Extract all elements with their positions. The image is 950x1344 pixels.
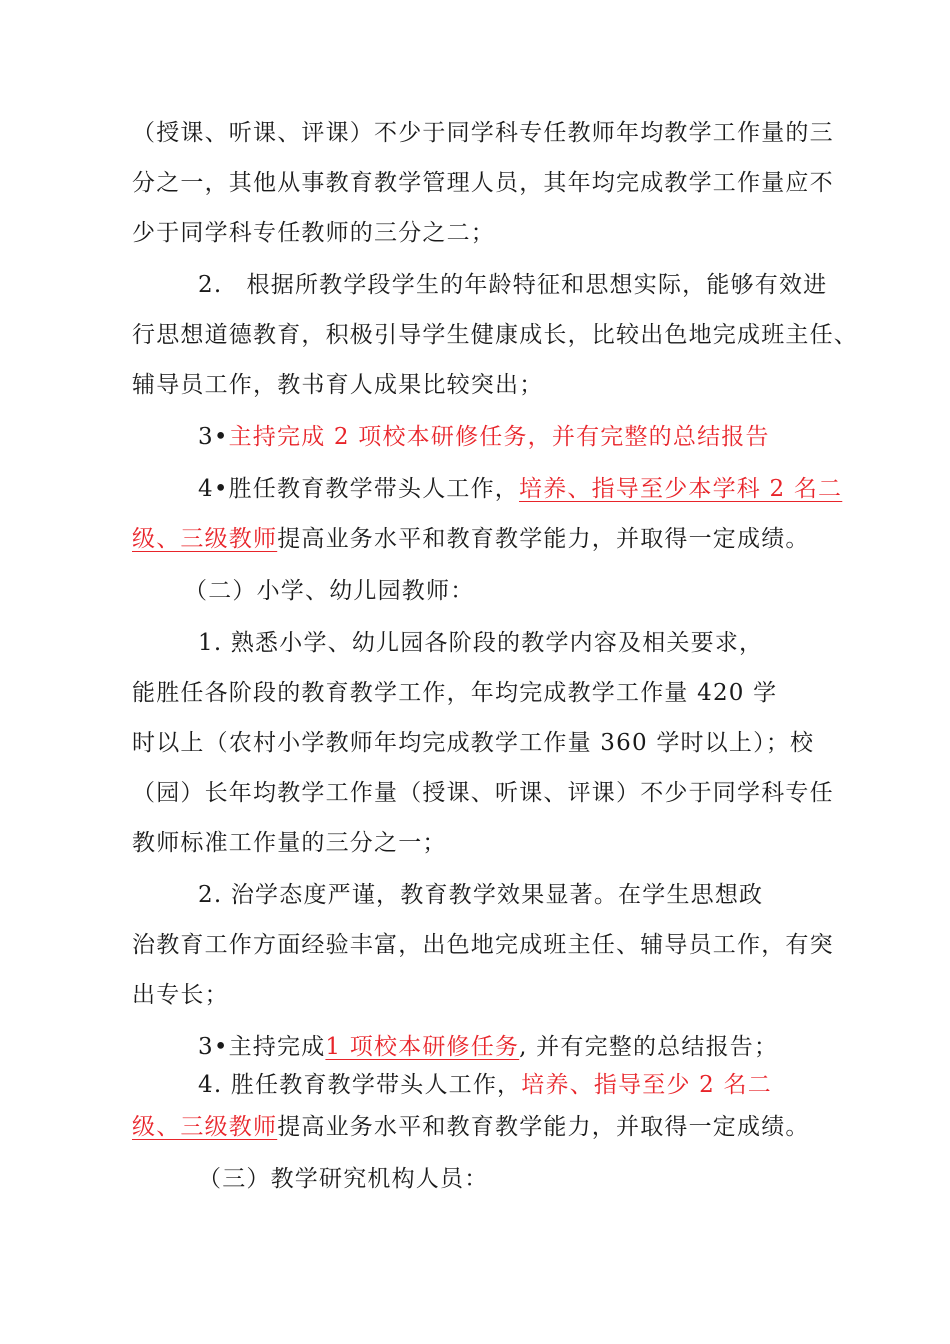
line-text: （授课、听课、评课）不少于同学科专任教师年均教学工作量的三	[132, 120, 834, 146]
line-text: 分之一，其他从事教育教学管理人员，其年均完成教学工作量应不	[132, 170, 834, 196]
line-text: 4•胜任教育教学带头人工作，	[198, 476, 519, 502]
section-heading	[198, 1164, 488, 1194]
paragraph-line	[132, 1112, 810, 1142]
paragraph-line	[132, 828, 447, 858]
line-text: 能胜任各阶段的教育教学工作，年均完成教学工作量 420 学	[132, 680, 778, 706]
paragraph-line	[198, 628, 763, 658]
paragraph-line	[198, 1070, 772, 1100]
highlighted-underlined-text: 培养、指导至少本学科 2 名二	[519, 476, 843, 502]
highlighted-underlined-text: 级、三级教师	[132, 526, 278, 552]
paragraph-line	[132, 728, 814, 758]
line-text: 少于同学科专任教师的三分之二；	[132, 220, 495, 246]
paragraph-line	[132, 168, 834, 198]
paragraph-line	[132, 218, 495, 248]
line-text: 3•主持完成	[198, 1034, 326, 1060]
section-heading	[184, 576, 474, 606]
highlighted-text: 主持完成 2 项校本研修任务，并有完整的总结报告	[228, 424, 770, 450]
heading-text: （二）小学、幼儿园教师：	[184, 578, 475, 604]
paragraph-line	[132, 524, 810, 554]
paragraph-line	[132, 118, 834, 148]
line-text: 辅导员工作，教书育人成果比较突出；	[132, 372, 544, 398]
line-text: 3•	[198, 424, 229, 450]
highlighted-underlined-text: 级、三级教师	[132, 1114, 278, 1140]
paragraph-line	[132, 320, 858, 350]
heading-text: （三）教学研究机构人员：	[198, 1166, 489, 1192]
paragraph-line	[132, 678, 777, 708]
line-text: 1. 熟悉小学、幼儿园各阶段的教学内容及相关要求，	[198, 630, 764, 656]
paragraph-line	[198, 880, 763, 910]
highlighted-underlined-text: 1 项校本研修任务	[325, 1034, 520, 1060]
line-text: （园）长年均教学工作量（授课、听课、评课）不少于同学科专任	[132, 780, 834, 806]
paragraph-line	[198, 422, 770, 452]
line-text: 行思想道德教育，积极引导学生健康成长，比较出色地完成班主任、	[132, 322, 858, 348]
paragraph-line	[198, 1032, 778, 1062]
line-text: 提高业务水平和教育教学能力，并取得一定成绩。	[277, 526, 810, 552]
line-text: 时以上（农村小学教师年均完成教学工作量 360 学时以上）；校	[132, 730, 815, 756]
line-text: 提高业务水平和教育教学能力，并取得一定成绩。	[277, 1114, 810, 1140]
paragraph-line	[132, 930, 834, 960]
line-text: 2. 治学态度严谨，教育教学效果显著。在学生思想政	[198, 882, 764, 908]
paragraph-line	[198, 270, 827, 300]
paragraph-line	[132, 370, 543, 400]
line-text: 出专长；	[132, 982, 229, 1008]
paragraph-line	[132, 980, 229, 1010]
paragraph-line	[132, 778, 834, 808]
line-text: 治教育工作方面经验丰富，出色地完成班主任、辅导员工作，有突	[132, 932, 834, 958]
line-text: 4. 胜任教育教学带头人工作，	[198, 1072, 522, 1098]
line-text: 教师标准工作量的三分之一；	[132, 830, 447, 856]
highlighted-text: 培养、指导至少 2 名二	[521, 1072, 772, 1098]
paragraph-line	[198, 474, 842, 504]
line-text: 2. 根据所教学段学生的年龄特征和思想实际，能够有效进	[198, 272, 828, 298]
line-text: , 并有完整的总结报告；	[519, 1034, 779, 1060]
